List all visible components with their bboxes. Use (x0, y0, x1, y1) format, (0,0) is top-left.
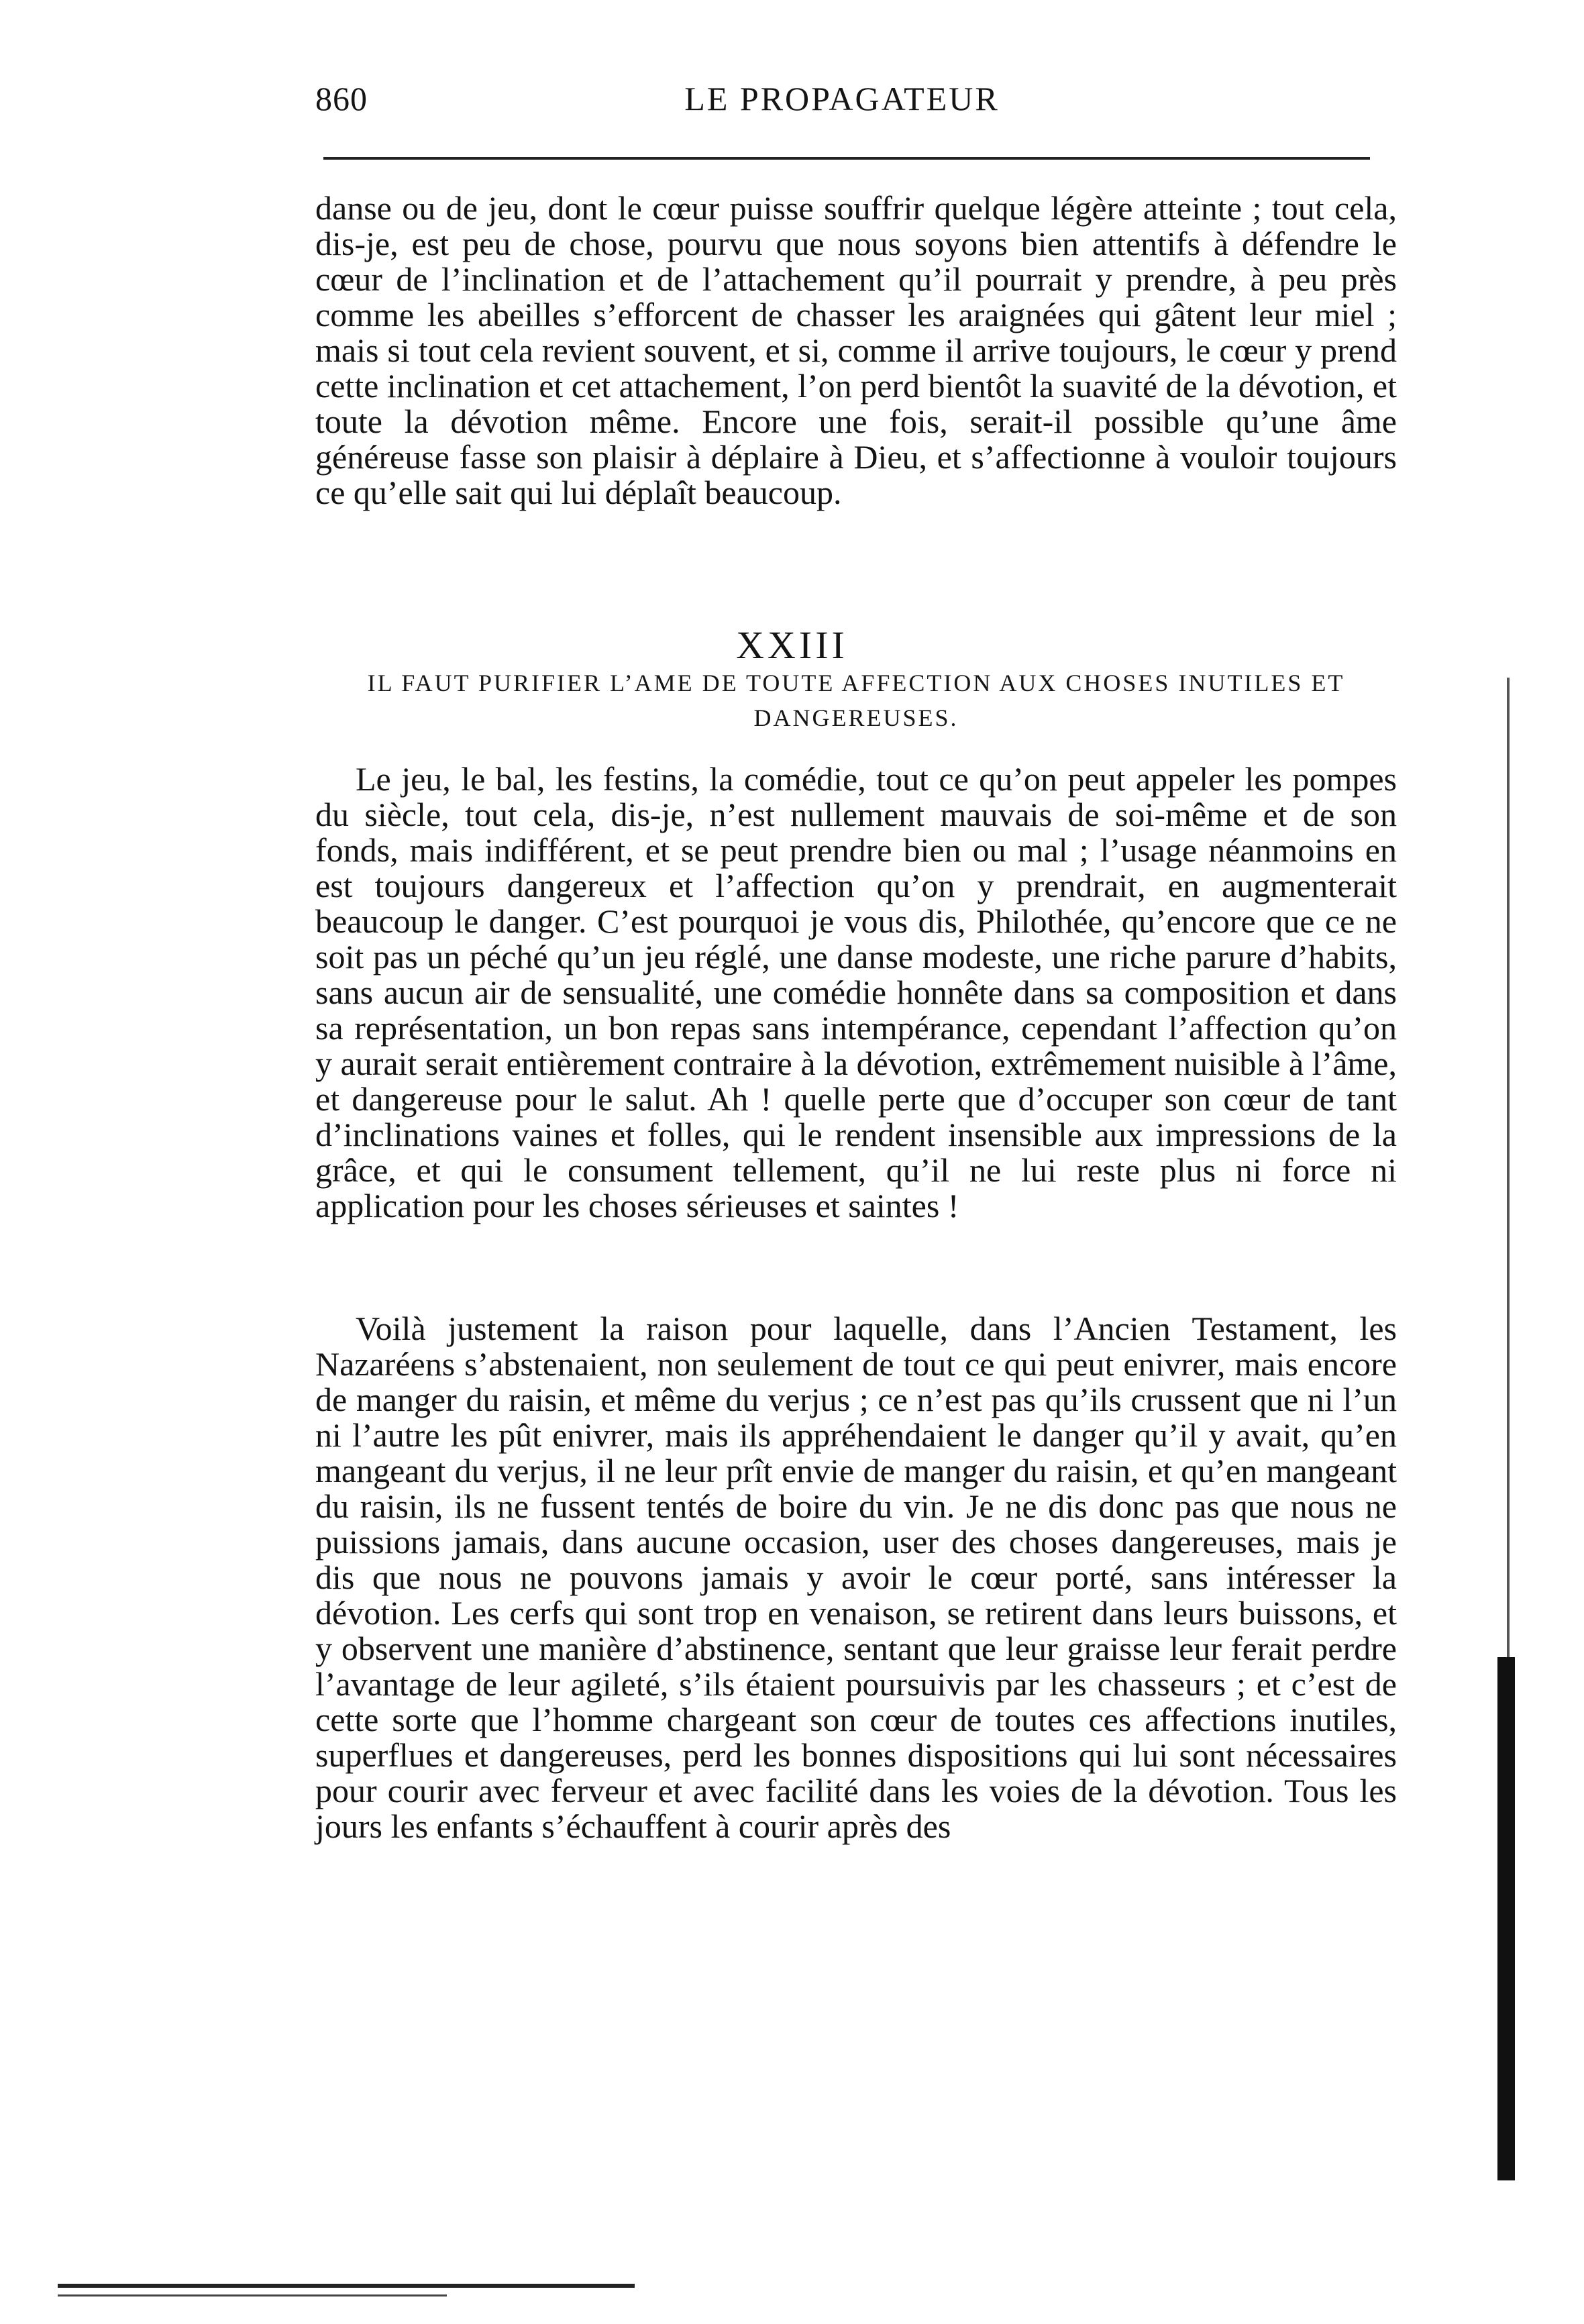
scan-margin-line (1507, 678, 1510, 1657)
chapter-number: XXIII (736, 623, 848, 667)
scan-bottom-rule (58, 2284, 635, 2288)
running-head (315, 79, 1369, 126)
page-number: 860 (315, 80, 368, 117)
paragraph-continued: danse ou de jeu, dont le cœur puisse souffrir quelque légère atteinte ; tout cela, dis-je, est peu de chose, pourvu que nous soyons bien attentifs à défendre le cœur de l’inclination et de l’attachement qu’il pourrait y prendre, à peu près comme les abeilles s’efforcent de chasser les araignées qui gâtent leur miel ; mais si tout cela revient souvent, et si, comme il arrive toujours, le cœur y prend cette inclination et cet attachement, l’on perd bientôt la suavité de la dévotion, et toute la dévotion même. Encore une fois, serait-il possible qu’une âme généreuse fasse son plaisir à déplaire à Dieu, et s’affectionne à vouloir toujours ce qu’elle sait qui lui déplaît beaucoup. (315, 189, 1397, 511)
paragraph-game-ball-feasts: Le jeu, le bal, les festins, la comédie, tout ce qu’on peut appeler les pompes du siècle, tout cela, dis-je, n’est nullement mauvais de soi-même et de son fonds, mais indifférent, et se peut prendre bien ou mal ; l’usage néanmoins en est toujours dangereux et l’affection qu’on y prendrait, en augmenterait beaucoup le danger. C’est pourquoi je vous dis, Philothée, qu’encore que ce ne soit pas un péché qu’un jeu réglé, une danse modeste, une riche parure d’habits, sans aucun air de sensualité, une comédie honnête dans sa composition et dans sa représentation, un bon repas sans intempérance, cependant l’affection qu’on y aurait serait entièrement contraire à la dévotion, extrêmement nuisible à l’âme, et dangereuse pour le salut. Ah ! quelle perte que d’occuper son cœur de tant d’inclinations vaines et folles, qui le rendent insensible aux impressions de la grâce, et qui le consument tellement, qu’il ne lui reste plus ni force ni application pour les choses sérieuses et saintes ! (315, 760, 1397, 1224)
running-title: LE PROPAGATEUR (684, 80, 1000, 117)
scan-margin-bar (1497, 1657, 1515, 2180)
scan-bottom-rule-secondary (58, 2294, 447, 2296)
chapter-title: IL FAUT PURIFIER L’AME DE TOUTE AFFECTION AUX CHOSES INUTILES ET DANGEREUSES. (367, 670, 1345, 731)
paragraph-nazarenes: Voilà justement la raison pour laquelle, dans l’Ancien Testament, les Nazaréens s’abstenaient, non seulement de tout ce qui peut enivrer, mais encore de manger du raisin, et même du verjus ; ce n’est pas qu’ils crussent que ni l’un ni l’autre les pût enivrer, mais ils appréhendaient le danger qu’il y avait, qu’en mangeant du verjus, il ne leur prît envie de manger du raisin, et qu’en mangeant du raisin, ils ne fussent tentés de boire du vin. Je ne dis donc pas que nous ne puissions jamais, dans aucune occasion, user des choses dangereuses, mais je dis que nous ne pouvons jamais y avoir le cœur porté, sans intéresser la dévotion. Les cerfs qui sont trop en venaison, se retirent dans leurs buissons, et y observent une manière d’abstinence, sentant que leur graisse leur ferait perdre l’avantage de leur agileté, s’ils étaient poursuivis par les chasseurs ; et c’est de cette sorte que l’homme chargeant son cœur de toutes ces affections inutiles, superflues et dangereuses, perd les bonnes dispositions qui lui sont nécessaires pour courir avec ferveur et avec facilité dans les voies de la dévotion. Tous les jours les enfants s’échauffent à courir après des (315, 1310, 1397, 1845)
header-rule (323, 157, 1370, 160)
